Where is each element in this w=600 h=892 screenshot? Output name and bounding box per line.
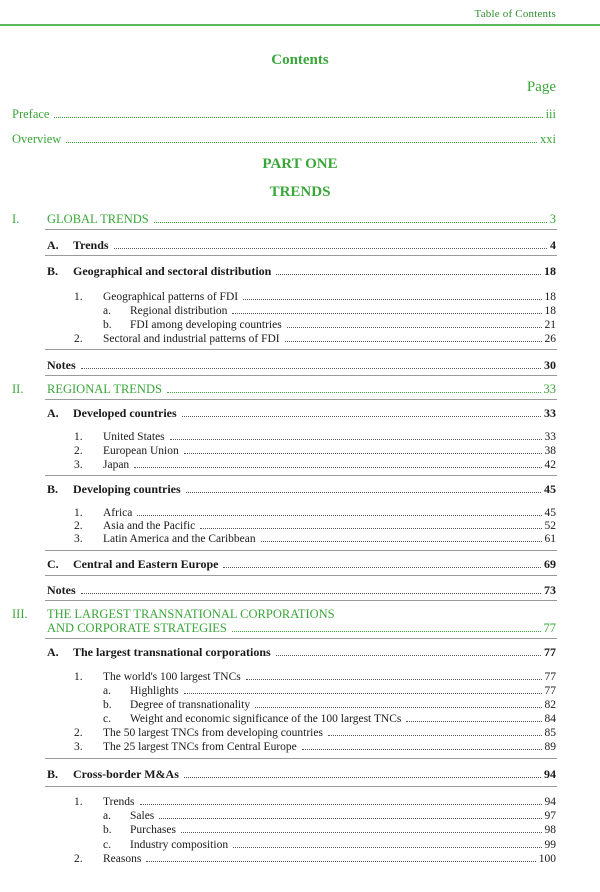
item-number: 2. [74, 853, 83, 865]
item-number: b. [103, 699, 112, 711]
section-page: 18 [544, 264, 556, 278]
contents-title: Contents [271, 52, 329, 68]
item-page: 85 [544, 727, 556, 739]
item-number: c. [103, 713, 111, 725]
dot-leader [114, 248, 547, 249]
item-page: 77 [544, 671, 556, 683]
toc-section-1a[interactable] [73, 238, 556, 253]
item-page: 33 [544, 431, 556, 443]
toc-entry-overview[interactable] [12, 132, 556, 147]
toc-item[interactable] [103, 431, 556, 443]
item-title: Regional distribution [130, 305, 228, 317]
divider [45, 638, 557, 639]
dot-leader [182, 416, 541, 417]
toc-item[interactable] [103, 291, 556, 303]
dot-leader [233, 847, 541, 848]
dot-leader [285, 341, 542, 342]
dot-leader [232, 313, 541, 314]
item-number: c. [103, 839, 111, 851]
section-letter: A. [47, 406, 59, 420]
toc-item[interactable] [103, 533, 556, 545]
section-title: The largest transnational corporations [73, 645, 271, 659]
chapter-number: II. [12, 382, 24, 396]
dot-leader [302, 749, 542, 750]
dot-leader [154, 222, 547, 223]
dot-leader [170, 439, 542, 440]
item-number: b. [103, 824, 112, 836]
section-letter: B. [47, 264, 59, 278]
toc-entry-preface[interactable] [12, 107, 556, 122]
section-title: Central and Eastern Europe [73, 557, 219, 571]
toc-item[interactable] [103, 520, 556, 532]
item-title: Sectoral and industrial patterns of FDI [103, 333, 280, 345]
section-page: 45 [544, 482, 556, 496]
toc-item[interactable] [130, 305, 556, 317]
section-letter: A. [47, 645, 59, 659]
item-number: 1. [74, 796, 83, 808]
toc-item[interactable] [103, 445, 556, 457]
dot-leader [140, 804, 542, 805]
chapter-page: 33 [543, 382, 556, 396]
notes-title: Notes [47, 583, 76, 597]
item-title: Latin America and the Caribbean [103, 533, 256, 545]
section-letter: B. [47, 767, 59, 781]
item-number: a. [103, 305, 111, 317]
notes-title: Notes [47, 358, 76, 372]
item-page: 100 [538, 853, 556, 865]
toc-section-1b[interactable] [73, 264, 556, 279]
section-page: 77 [544, 645, 556, 659]
divider [45, 550, 557, 551]
entry-page: xxi [540, 132, 556, 146]
item-page: 99 [544, 839, 556, 851]
dot-leader [181, 832, 542, 833]
page-column-label: Page [526, 79, 556, 95]
toc-item[interactable] [130, 319, 556, 331]
section-title: Cross-border M&As [73, 767, 179, 781]
item-number: 2. [74, 445, 83, 457]
dot-leader [200, 528, 541, 529]
item-number: 1. [74, 671, 83, 683]
dot-leader [243, 299, 541, 300]
item-number: 3. [74, 459, 83, 471]
dot-leader [276, 655, 541, 656]
item-page: 89 [544, 741, 556, 753]
entry-page: iii [545, 107, 556, 121]
dot-leader [406, 721, 541, 722]
toc-item[interactable] [103, 741, 556, 753]
item-title: Japan [103, 459, 130, 471]
notes-page: 30 [544, 358, 556, 372]
chapter-title: GLOBAL TRENDS [47, 212, 149, 226]
toc-section-2a[interactable] [73, 406, 556, 421]
section-page: 94 [544, 767, 556, 781]
toc-section-3a[interactable] [73, 645, 556, 660]
section-letter: A. [47, 238, 59, 252]
chapter-number: III. [12, 607, 28, 621]
item-number: 1. [74, 431, 83, 443]
dot-leader [66, 142, 537, 143]
item-page: 94 [544, 796, 556, 808]
chapter-page: 3 [549, 212, 556, 226]
item-page: 45 [544, 507, 556, 519]
item-page: 26 [544, 333, 556, 345]
divider [45, 255, 557, 256]
section-letter: C. [47, 557, 59, 571]
toc-notes-2[interactable] [47, 583, 556, 598]
section-title: Geographical and sectoral distribution [73, 264, 272, 278]
item-title: Geographical patterns of FDI [103, 291, 239, 303]
divider [45, 575, 557, 576]
toc-item[interactable] [130, 699, 556, 711]
item-title: Reasons [103, 853, 142, 865]
toc-chapter-1[interactable] [47, 212, 556, 227]
dot-leader [184, 453, 542, 454]
dot-leader [167, 392, 541, 393]
dot-leader [146, 861, 535, 862]
toc-item[interactable] [103, 459, 556, 471]
notes-page: 73 [544, 583, 556, 597]
toc-chapter-3[interactable] [47, 621, 556, 636]
item-title: Africa [103, 507, 133, 519]
section-title: Developed countries [73, 406, 177, 420]
item-title: Highlights [130, 685, 179, 697]
dot-leader [184, 693, 542, 694]
section-page: 4 [550, 238, 556, 252]
running-header: Table of Contents [474, 8, 556, 20]
item-title: The world's 100 largest TNCs [103, 671, 241, 683]
item-number: 3. [74, 533, 83, 545]
section-title: Developing countries [73, 482, 181, 496]
chapter-page: 77 [543, 621, 556, 635]
chapter-title-line1: THE LARGEST TRANSNATIONAL CORPORATIONS [47, 607, 335, 621]
item-title: Weight and economic significance of the 100 largest TNCs [130, 713, 402, 725]
item-number: 2. [74, 333, 83, 345]
dot-leader [137, 515, 541, 516]
item-page: 97 [544, 810, 556, 822]
item-title: United States [103, 431, 165, 443]
part-subheading: TRENDS [269, 184, 331, 200]
item-title: The 50 largest TNCs from developing countries [103, 727, 323, 739]
item-number: 1. [74, 507, 83, 519]
item-title: Degree of transnationality [130, 699, 251, 711]
divider [45, 349, 557, 350]
item-page: 18 [544, 291, 556, 303]
toc-notes-1[interactable] [47, 358, 556, 373]
section-page: 33 [544, 406, 556, 420]
item-title: European Union [103, 445, 179, 457]
divider [45, 475, 557, 476]
chapter-title: REGIONAL TRENDS [47, 382, 162, 396]
item-page: 82 [544, 699, 556, 711]
toc-item[interactable] [103, 671, 556, 683]
section-page: 69 [544, 557, 556, 571]
dot-leader [184, 777, 541, 778]
item-title: The 25 largest TNCs from Central Europe [103, 741, 297, 753]
toc-section-2b[interactable] [73, 482, 556, 497]
item-title: Asia and the Pacific [103, 520, 196, 532]
chapter-title-line2: AND CORPORATE STRATEGIES [47, 621, 227, 635]
toc-item[interactable] [103, 333, 556, 345]
dot-leader [287, 327, 542, 328]
toc-item[interactable] [103, 727, 556, 739]
toc-item[interactable] [130, 839, 556, 851]
item-title: FDI among developing countries [130, 319, 282, 331]
dot-leader [186, 492, 541, 493]
item-title: Trends [103, 796, 135, 808]
divider [45, 786, 557, 787]
divider [45, 758, 557, 759]
dot-leader [81, 593, 541, 594]
section-title: Trends [73, 238, 109, 252]
item-page: 18 [544, 305, 556, 317]
item-title: Purchases [130, 824, 176, 836]
item-page: 42 [544, 459, 556, 471]
item-number: b. [103, 319, 112, 331]
toc-chapter-2[interactable] [47, 382, 556, 397]
item-title: Industry composition [130, 839, 229, 851]
toc-item[interactable] [130, 824, 556, 836]
dot-leader [81, 368, 541, 369]
entry-label: Overview [12, 132, 62, 146]
toc-item[interactable] [103, 853, 556, 865]
item-page: 38 [544, 445, 556, 457]
item-page: 77 [544, 685, 556, 697]
toc-section-2c[interactable] [73, 557, 556, 572]
dot-leader [159, 818, 541, 819]
dot-leader [223, 567, 541, 568]
item-page: 84 [544, 713, 556, 725]
item-page: 61 [544, 533, 556, 545]
chapter-number: I. [12, 212, 20, 226]
divider [45, 600, 557, 601]
toc-item[interactable] [103, 796, 556, 808]
header-rule [0, 24, 600, 26]
item-number: 2. [74, 727, 83, 739]
dot-leader [328, 735, 542, 736]
dot-leader [232, 631, 541, 632]
dot-leader [276, 274, 541, 275]
dot-leader [134, 467, 541, 468]
item-page: 98 [544, 824, 556, 836]
toc-item[interactable] [103, 507, 556, 519]
dot-leader [255, 707, 541, 708]
divider [45, 229, 557, 230]
item-page: 21 [544, 319, 556, 331]
item-page: 52 [544, 520, 556, 532]
item-number: a. [103, 810, 111, 822]
divider [45, 375, 557, 376]
item-number: 2. [74, 520, 83, 532]
item-title: Sales [130, 810, 155, 822]
section-letter: B. [47, 482, 59, 496]
toc-item[interactable] [130, 685, 556, 697]
toc-section-3b[interactable] [73, 767, 556, 782]
dot-leader [54, 117, 542, 118]
dot-leader [246, 679, 542, 680]
toc-item[interactable] [130, 713, 556, 725]
toc-item[interactable] [130, 810, 556, 822]
item-number: a. [103, 685, 111, 697]
divider [45, 399, 557, 400]
part-heading: PART ONE [262, 156, 338, 172]
dot-leader [261, 541, 542, 542]
item-number: 3. [74, 741, 83, 753]
entry-label: Preface [12, 107, 50, 121]
item-number: 1. [74, 291, 83, 303]
